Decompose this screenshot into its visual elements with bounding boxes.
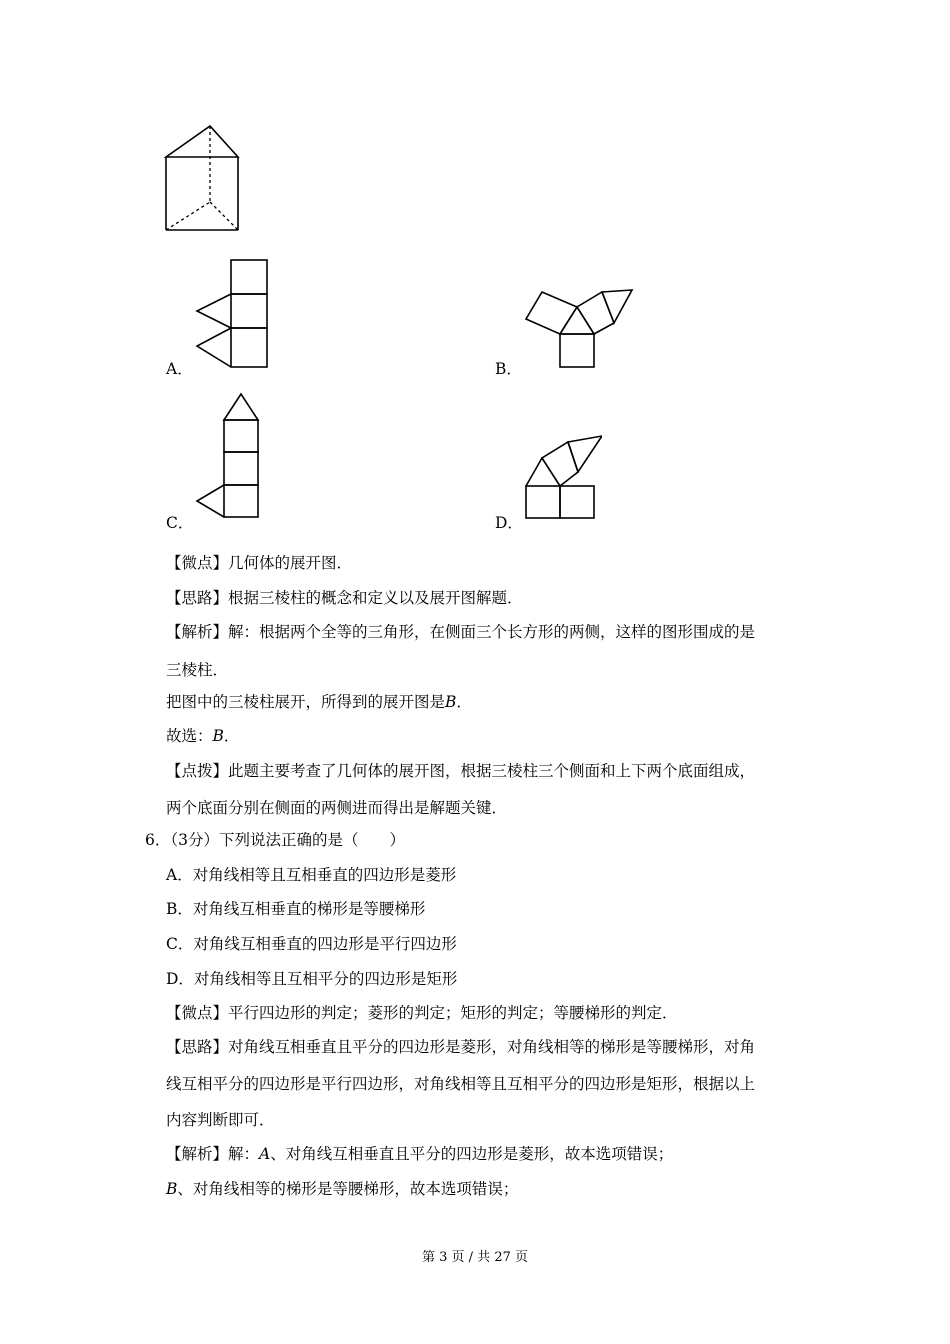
option-b-net-figure [522, 287, 637, 372]
q5-jiexi-line3 [166, 691, 472, 713]
option-c-net-figure [194, 390, 264, 522]
q5-jiexi-line3-end: ． [456, 693, 472, 711]
q5-jiexi-line3-text: 把图中的三棱柱展开，所得到的展开图是 [166, 693, 446, 711]
q6-option-a: A．对角线相等且互相垂直的四边形是菱形 [166, 866, 457, 884]
q6-jiexi-a-var: A [259, 1145, 271, 1163]
q6-jiexi-a [166, 1143, 673, 1165]
q5-jiexi-line2: 三棱柱． [166, 661, 229, 679]
q6-silu-line2: 线互相平分的四边形是平行四边形，对角线相等且互相平分的四边形是矩形，根据以上 [166, 1075, 756, 1093]
triangular-prism-figure [160, 120, 245, 235]
q5-jiexi-line1: 【解析】解：根据两个全等的三角形，在侧面三个长方形的两侧，这样的图形围成的是 [166, 623, 756, 641]
q6-option-c: C．对角线互相垂直的四边形是平行四边形 [166, 935, 457, 953]
option-d-label: D． [495, 514, 523, 532]
q5-answer-prefix: 故选： [166, 727, 213, 745]
q6-silu-line3: 内容判断即可． [166, 1111, 275, 1129]
q6-jiexi-b [166, 1178, 518, 1200]
q6-silu-line1: 【思路】对角线互相垂直且平分的四边形是菱形，对角线相等的梯形是等腰梯形，对角 [166, 1038, 756, 1056]
q6-jiexi-prefix: 【解析】解： [166, 1145, 260, 1163]
q6-weidian: 【微点】平行四边形的判定；菱形的判定；矩形的判定；等腰梯形的判定． [166, 1004, 678, 1022]
q5-dianbo-line2: 两个底面分别在侧面的两侧进而得出是解题关键． [166, 799, 508, 817]
q5-answer-suffix: ． [223, 727, 240, 745]
page-footer: 第 3 页 / 共 27 页 [422, 1250, 528, 1265]
q5-answer [166, 725, 239, 747]
option-a-net-figure [193, 257, 273, 372]
q6-option-b: B．对角线互相垂直的梯形是等腰梯形 [166, 900, 426, 918]
q6-jiexi-a-text: 、对角线互相垂直且平分的四边形是菱形，故本选项错误； [270, 1145, 674, 1163]
q6-jiexi-b-text: 、对角线相等的梯形是等腰梯形，故本选项错误； [177, 1180, 519, 1198]
q5-weidian: 【微点】几何体的展开图． [166, 554, 353, 572]
q6-jiexi-b-var: B [166, 1180, 178, 1198]
option-c-label: C． [166, 514, 194, 532]
q6-option-d: D．对角线相等且互相平分的四边形是矩形 [166, 970, 458, 988]
q5-silu: 【思路】根据三棱柱的概念和定义以及展开图解题． [166, 589, 523, 607]
option-d-net-figure [522, 432, 602, 522]
q5-answer-choice: B [212, 727, 224, 745]
q6-stem: 6．（3分）下列说法正确的是（ ） [145, 831, 405, 849]
option-b-label: B． [495, 360, 522, 378]
option-a-label: A． [166, 360, 193, 378]
q5-dianbo-line1: 【点拨】此题主要考查了几何体的展开图，根据三棱柱三个侧面和上下两个底面组成， [166, 762, 756, 780]
q5-answer-variable: B [445, 693, 457, 711]
